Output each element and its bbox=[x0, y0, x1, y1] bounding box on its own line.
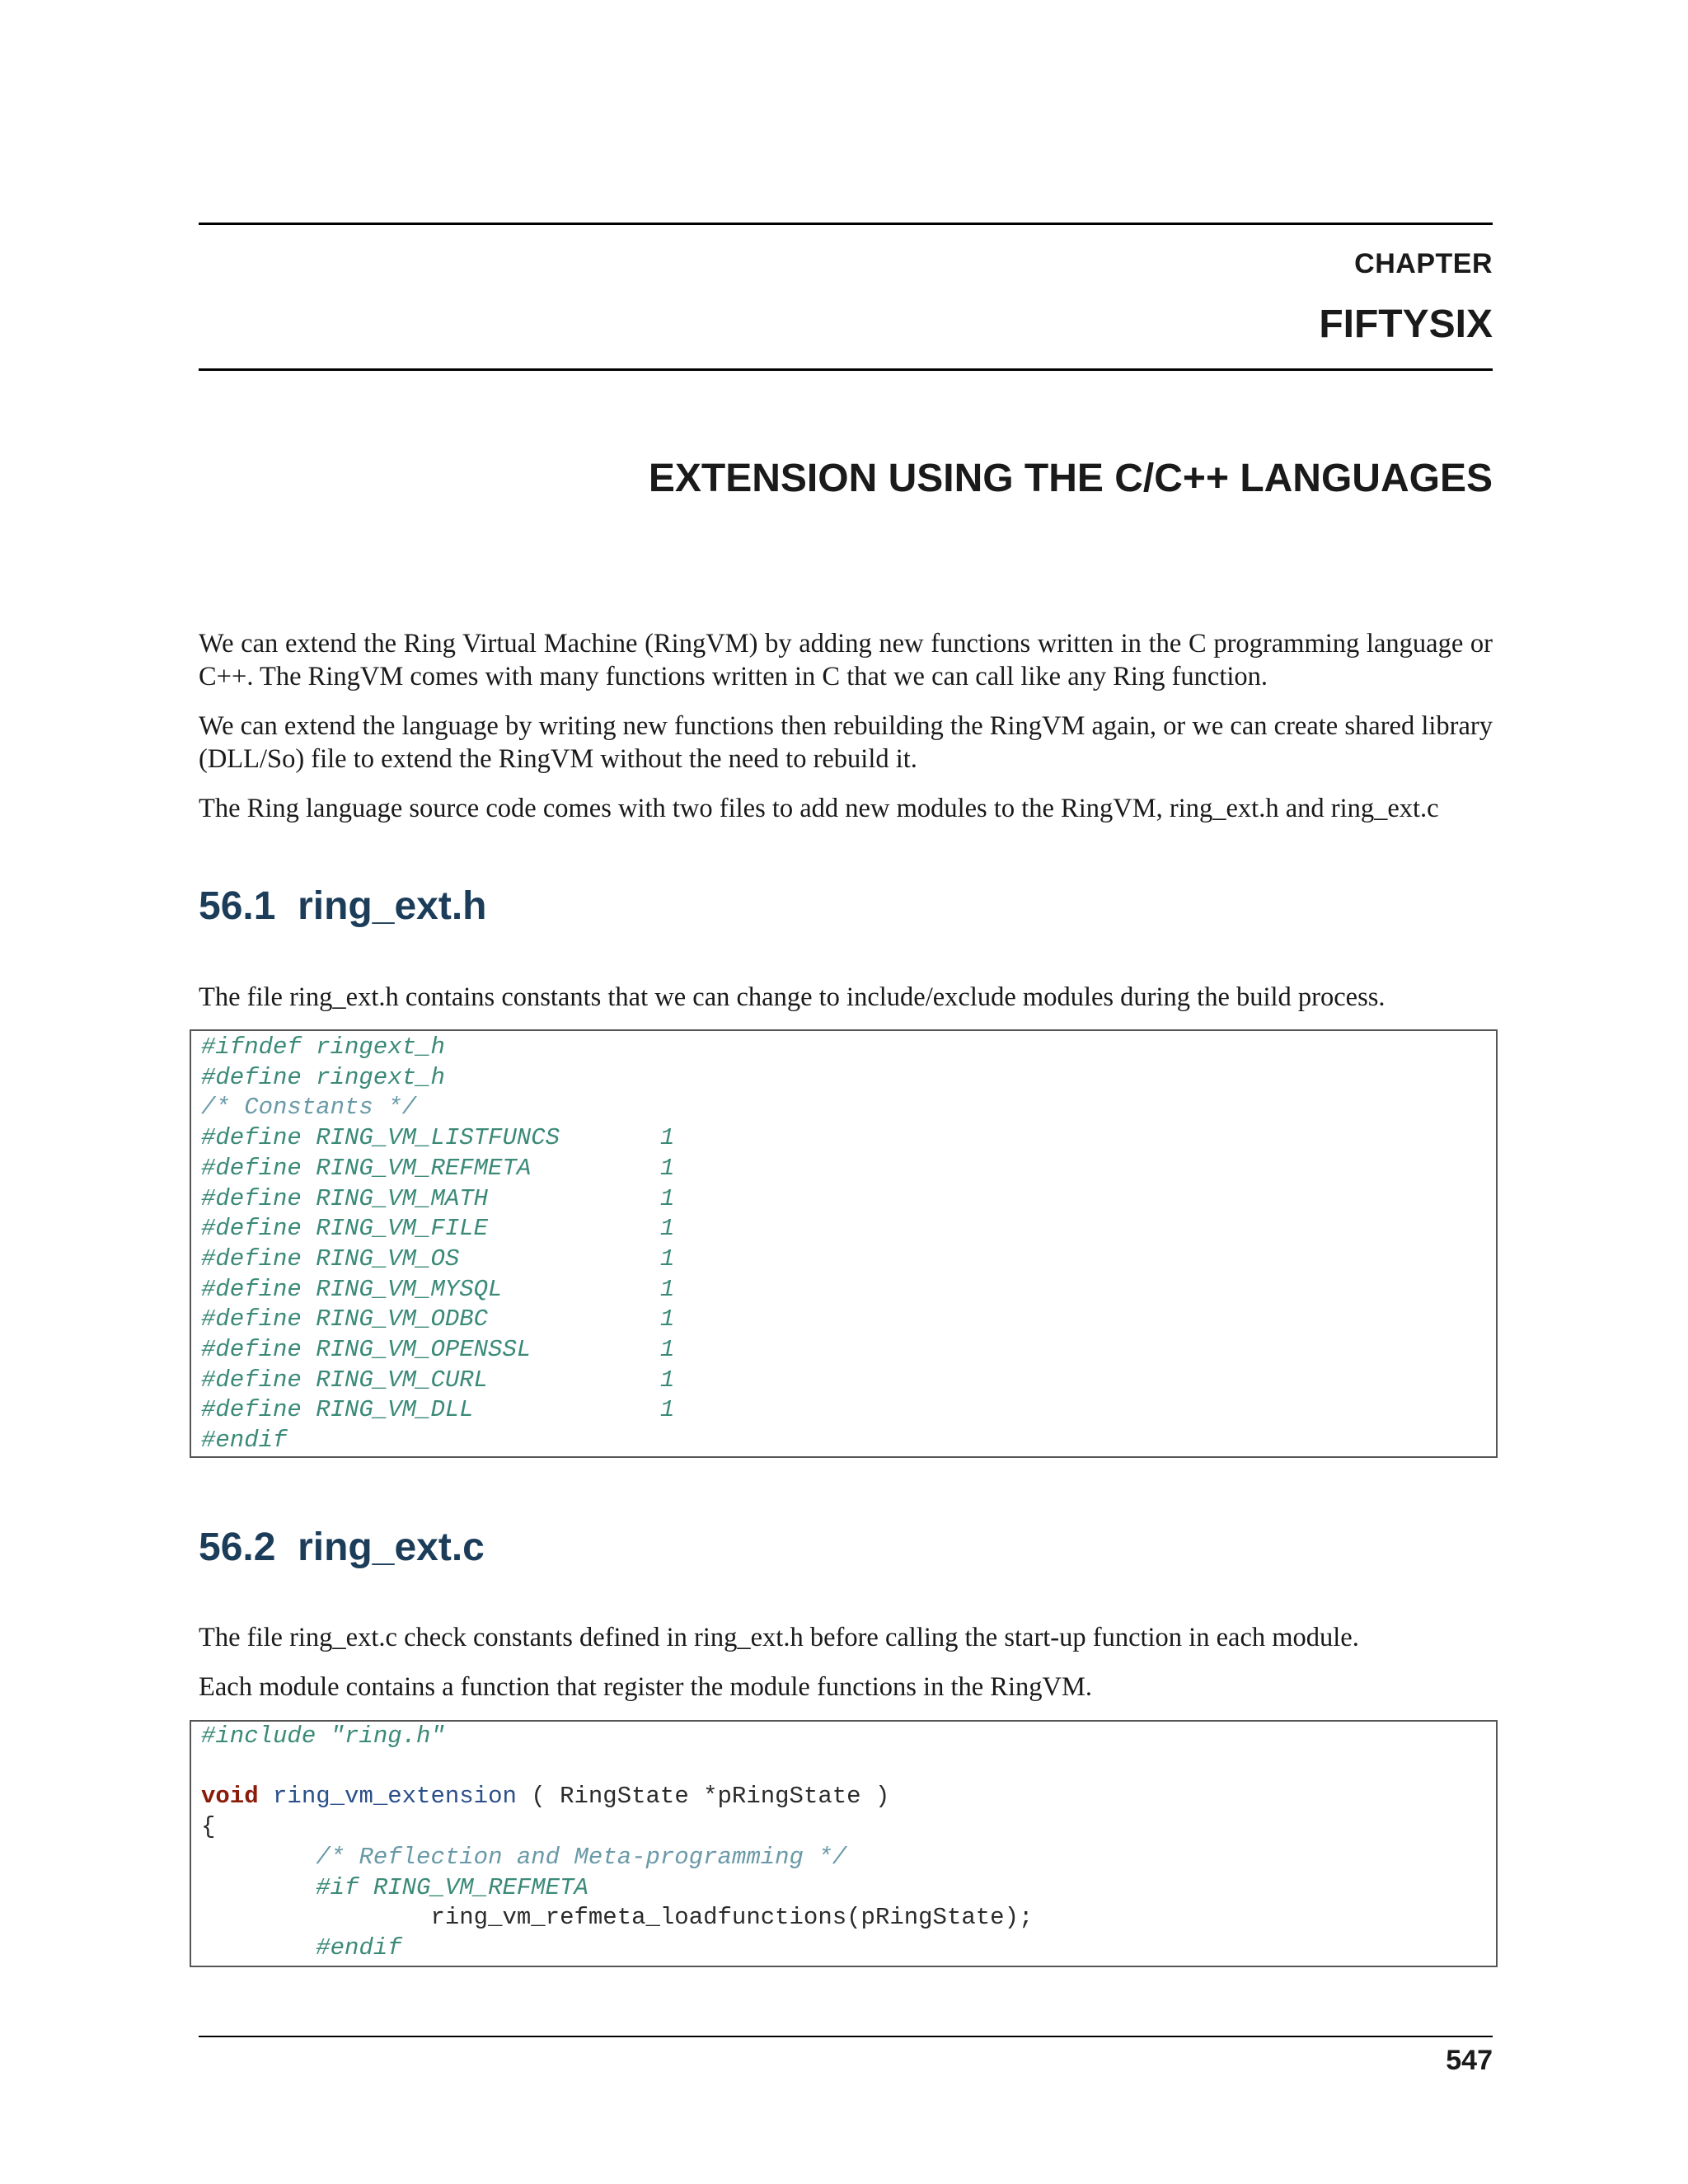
section2-paragraph-2: Each module contains a function that register the module functions in the RingVM. bbox=[199, 1672, 1092, 1702]
page-number: 547 bbox=[1446, 2045, 1493, 2076]
section-heading-ring-ext-c bbox=[199, 1525, 485, 1570]
code-line: #define ringext_h bbox=[201, 1063, 445, 1091]
chapter-label: CHAPTER bbox=[1354, 248, 1493, 279]
code-line: #endif bbox=[201, 1427, 288, 1455]
code-line: #define RING_VM_REFMETA 1 bbox=[201, 1154, 675, 1182]
code-line: #define RING_VM_DLL 1 bbox=[201, 1396, 675, 1424]
code-brace: { bbox=[201, 1813, 216, 1841]
intro-paragraph-3: The Ring language source code comes with two files to add new modules to the RingVM, ring_ext.h and ring_ext.c bbox=[199, 794, 1439, 823]
code-line: #define RING_VM_LISTFUNCS 1 bbox=[201, 1124, 675, 1152]
code-params: ( RingState *pRingState ) bbox=[516, 1783, 890, 1811]
section-heading-ring-ext-h bbox=[199, 883, 486, 929]
code-line: #define RING_VM_CURL 1 bbox=[201, 1366, 675, 1394]
intro-paragraph-1: We can extend the Ring Virtual Machine (RingVM) by adding new functions written in the C programming language or C++. The RingVM comes with many functions written in C that we can call like any Ring function. bbox=[199, 629, 1493, 691]
chapter-number: FIFTYSIX bbox=[1319, 302, 1493, 346]
code-if: #if RING_VM_REFMETA bbox=[316, 1873, 588, 1901]
section-number: 56.1 bbox=[199, 884, 276, 928]
code-line: #define RING_VM_MYSQL 1 bbox=[201, 1275, 675, 1303]
chapter-top-rule bbox=[199, 223, 1493, 225]
section2-paragraph-1: The file ring_ext.c check constants defined in ring_ext.h before calling the start-up function in each module. bbox=[199, 1623, 1359, 1652]
intro-paragraph-2: We can extend the language by writing new functions then rebuilding the RingVM again, or we can create shared library (DLL/So) file to extend the RingVM without the need to rebuild it. bbox=[199, 711, 1493, 774]
footer-rule bbox=[199, 2036, 1493, 2037]
section-title: ring_ext.h bbox=[298, 884, 487, 928]
code-keyword: void bbox=[201, 1783, 259, 1811]
code-line: #define RING_VM_OS 1 bbox=[201, 1244, 675, 1272]
code-line: #define RING_VM_OPENSSL 1 bbox=[201, 1336, 675, 1364]
section-title: ring_ext.c bbox=[298, 1526, 485, 1569]
code-include: #include "ring.h" bbox=[201, 1722, 445, 1750]
section-number: 56.2 bbox=[199, 1526, 276, 1569]
code-block-ring-ext-h bbox=[190, 1029, 1498, 1458]
section1-paragraph: The file ring_ext.h contains constants that we can change to include/exclude modules during the build process. bbox=[199, 982, 1386, 1012]
code-function-name: ring_vm_extension bbox=[273, 1783, 517, 1811]
code-line: #define RING_VM_ODBC 1 bbox=[201, 1305, 675, 1333]
chapter-title: EXTENSION USING THE C/C++ LANGUAGES bbox=[648, 457, 1493, 500]
code-call: ring_vm_refmeta_loadfunctions(pRingState); bbox=[430, 1904, 1034, 1932]
chapter-bottom-rule bbox=[199, 368, 1493, 371]
code-line: #ifndef ringext_h bbox=[201, 1033, 445, 1061]
code-comment: /* Reflection and Meta-programming */ bbox=[316, 1843, 847, 1871]
code-line: #define RING_VM_MATH 1 bbox=[201, 1184, 675, 1212]
code-line: #define RING_VM_FILE 1 bbox=[201, 1215, 675, 1243]
code-endif: #endif bbox=[316, 1933, 402, 1961]
code-block-ring-ext-c bbox=[190, 1720, 1498, 1967]
code-comment: /* Constants */ bbox=[201, 1094, 417, 1122]
